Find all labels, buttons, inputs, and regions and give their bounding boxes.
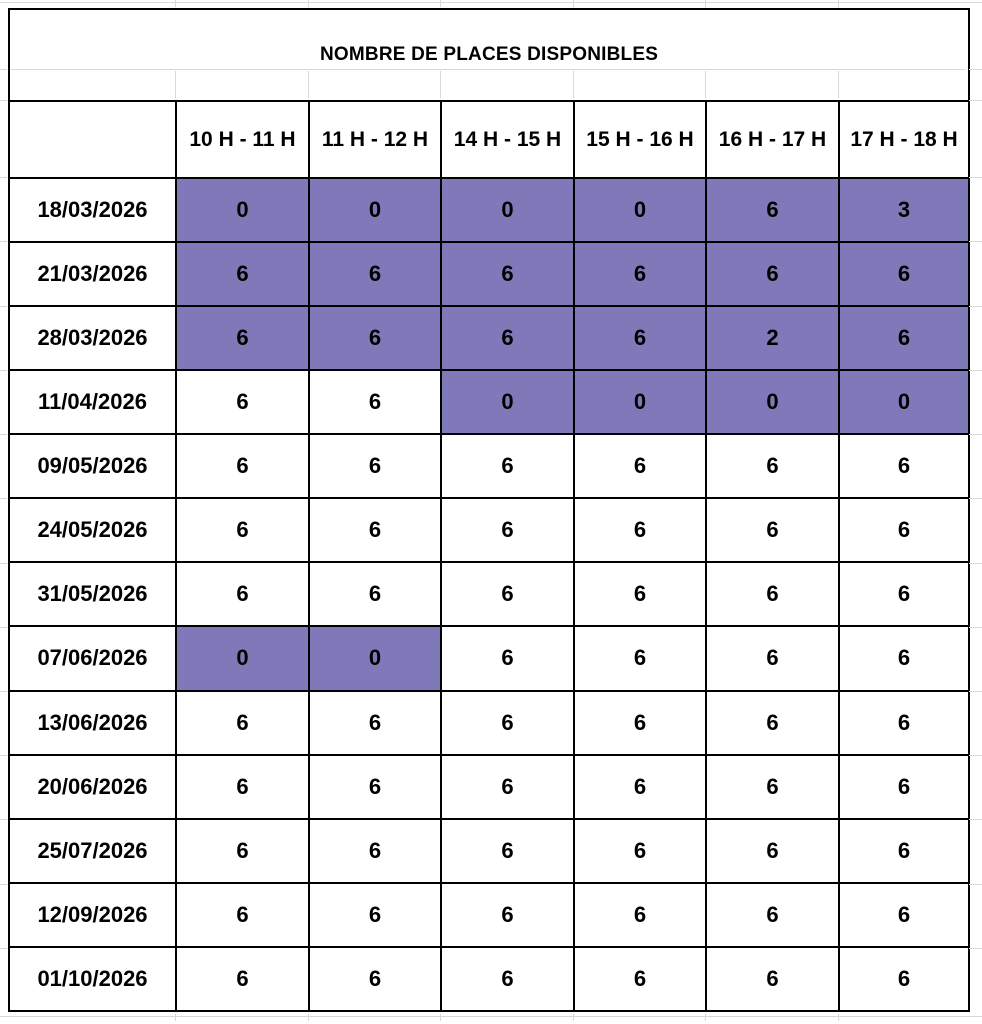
availability-cell[interactable]: 6 xyxy=(176,562,309,626)
availability-cell[interactable]: 6 xyxy=(706,819,839,883)
availability-cell[interactable]: 2 xyxy=(706,306,839,370)
availability-cell[interactable]: 0 xyxy=(309,178,441,242)
availability-cell[interactable]: 6 xyxy=(309,819,441,883)
date-cell[interactable]: 18/03/2026 xyxy=(9,178,176,242)
time-slot-header[interactable]: 17 H - 18 H xyxy=(839,101,969,178)
availability-cell[interactable]: 6 xyxy=(706,434,839,498)
availability-cell[interactable]: 6 xyxy=(176,370,309,434)
gridline xyxy=(0,627,7,628)
gridline xyxy=(573,0,574,7)
availability-cell[interactable]: 6 xyxy=(574,755,706,819)
table-title-cell[interactable]: NOMBRE DE PLACES DISPONIBLES xyxy=(9,9,969,101)
gridline xyxy=(0,948,7,949)
gridline xyxy=(0,241,7,242)
gridline xyxy=(838,71,839,98)
availability-cell[interactable]: 6 xyxy=(574,498,706,562)
availability-cell[interactable]: 6 xyxy=(309,562,441,626)
gridline xyxy=(969,370,982,371)
gridline xyxy=(175,0,176,7)
gridline xyxy=(0,434,7,435)
gridline xyxy=(0,177,7,178)
availability-cell[interactable]: 6 xyxy=(839,498,969,562)
availability-cell[interactable]: 6 xyxy=(309,691,441,755)
date-cell[interactable]: 31/05/2026 xyxy=(9,562,176,626)
availability-cell[interactable]: 6 xyxy=(441,626,574,690)
gridline xyxy=(0,691,7,692)
gridline xyxy=(573,71,574,98)
availability-cell[interactable]: 6 xyxy=(706,626,839,690)
availability-cell[interactable]: 0 xyxy=(176,178,309,242)
gridline xyxy=(11,69,965,70)
date-cell[interactable]: 12/09/2026 xyxy=(9,883,176,947)
gridline xyxy=(969,691,982,692)
availability-cell[interactable]: 6 xyxy=(441,947,574,1011)
availability-cell[interactable]: 6 xyxy=(441,755,574,819)
availability-cell[interactable]: 6 xyxy=(839,819,969,883)
availability-cell[interactable]: 6 xyxy=(176,883,309,947)
availability-cell[interactable]: 6 xyxy=(441,498,574,562)
gridline xyxy=(0,2,982,3)
gridline xyxy=(838,1014,839,1021)
date-cell[interactable]: 20/06/2026 xyxy=(9,755,176,819)
gridline xyxy=(969,69,982,70)
date-cell[interactable]: 09/05/2026 xyxy=(9,434,176,498)
gridline xyxy=(308,0,309,7)
gridline xyxy=(0,1016,982,1017)
availability-cell[interactable]: 6 xyxy=(706,883,839,947)
date-cell[interactable]: 13/06/2026 xyxy=(9,691,176,755)
table-row xyxy=(9,819,969,883)
date-cell[interactable]: 07/06/2026 xyxy=(9,626,176,690)
title-row xyxy=(9,9,969,101)
availability-cell[interactable]: 6 xyxy=(176,306,309,370)
table-row xyxy=(9,178,969,242)
gridline xyxy=(0,100,7,101)
gridline xyxy=(0,498,7,499)
gridline xyxy=(0,370,7,371)
availability-cell[interactable]: 6 xyxy=(574,434,706,498)
availability-cell[interactable]: 6 xyxy=(176,947,309,1011)
gridline xyxy=(838,0,839,7)
availability-cell[interactable]: 6 xyxy=(441,306,574,370)
time-slot-header[interactable]: 16 H - 17 H xyxy=(706,101,839,178)
gridline xyxy=(969,819,982,820)
gridline xyxy=(440,0,441,7)
availability-cell[interactable]: 6 xyxy=(176,691,309,755)
availability-cell[interactable]: 6 xyxy=(706,242,839,306)
availability-cell[interactable]: 6 xyxy=(441,562,574,626)
availability-cell[interactable]: 0 xyxy=(574,178,706,242)
gridline xyxy=(705,71,706,98)
table-row xyxy=(9,562,969,626)
gridline xyxy=(969,755,982,756)
availability-cell[interactable]: 6 xyxy=(574,883,706,947)
gridline xyxy=(969,241,982,242)
availability-cell[interactable]: 6 xyxy=(574,306,706,370)
availability-cell[interactable]: 6 xyxy=(839,755,969,819)
availability-cell[interactable]: 6 xyxy=(309,498,441,562)
date-cell[interactable]: 28/03/2026 xyxy=(9,306,176,370)
availability-cell[interactable]: 0 xyxy=(839,370,969,434)
availability-cell[interactable]: 0 xyxy=(574,370,706,434)
gridline xyxy=(308,71,309,98)
availability-cell[interactable]: 6 xyxy=(309,306,441,370)
availability-cell[interactable]: 6 xyxy=(706,691,839,755)
gridline xyxy=(969,627,982,628)
availability-cell[interactable]: 6 xyxy=(574,819,706,883)
gridline xyxy=(0,755,7,756)
availability-cell[interactable]: 6 xyxy=(706,755,839,819)
availability-cell[interactable]: 6 xyxy=(839,306,969,370)
gridline xyxy=(969,177,982,178)
availability-cell[interactable]: 0 xyxy=(309,626,441,690)
corner-cell[interactable] xyxy=(9,101,176,178)
availability-cell[interactable]: 6 xyxy=(176,819,309,883)
availability-cell[interactable]: 6 xyxy=(839,434,969,498)
gridline xyxy=(0,884,7,885)
table-row xyxy=(9,691,969,755)
table-row xyxy=(9,883,969,947)
availability-cell[interactable]: 6 xyxy=(441,434,574,498)
gridline xyxy=(0,563,7,564)
date-cell[interactable]: 25/07/2026 xyxy=(9,819,176,883)
gridline xyxy=(705,0,706,7)
availability-cell[interactable]: 6 xyxy=(441,691,574,755)
date-cell[interactable]: 11/04/2026 xyxy=(9,370,176,434)
availability-table xyxy=(8,8,970,1012)
gridline xyxy=(969,563,982,564)
gridline xyxy=(969,434,982,435)
availability-cell[interactable]: 0 xyxy=(706,370,839,434)
time-slot-header[interactable]: 10 H - 11 H xyxy=(176,101,309,178)
table-row xyxy=(9,434,969,498)
gridline xyxy=(969,100,982,101)
gridline xyxy=(0,819,7,820)
availability-cell[interactable]: 6 xyxy=(706,947,839,1011)
availability-cell[interactable]: 6 xyxy=(176,755,309,819)
availability-cell[interactable]: 3 xyxy=(839,178,969,242)
availability-cell[interactable]: 6 xyxy=(706,562,839,626)
availability-cell[interactable]: 6 xyxy=(839,562,969,626)
availability-cell[interactable]: 6 xyxy=(839,626,969,690)
gridline xyxy=(0,306,7,307)
gridline xyxy=(573,1014,574,1021)
availability-cell[interactable]: 6 xyxy=(309,370,441,434)
availability-cell[interactable]: 6 xyxy=(176,242,309,306)
table-row xyxy=(9,626,969,690)
availability-cell[interactable]: 6 xyxy=(574,947,706,1011)
time-slot-header[interactable]: 14 H - 15 H xyxy=(441,101,574,178)
availability-cell[interactable]: 6 xyxy=(176,434,309,498)
availability-cell[interactable]: 6 xyxy=(441,242,574,306)
availability-cell[interactable]: 6 xyxy=(839,691,969,755)
table-row xyxy=(9,306,969,370)
table-row xyxy=(9,755,969,819)
availability-cell[interactable]: 6 xyxy=(441,819,574,883)
gridline xyxy=(440,1014,441,1021)
header-row xyxy=(9,101,969,178)
table-row xyxy=(9,370,969,434)
availability-cell[interactable]: 6 xyxy=(574,562,706,626)
table-row xyxy=(9,947,969,1011)
availability-cell[interactable]: 6 xyxy=(574,626,706,690)
availability-cell[interactable]: 0 xyxy=(176,626,309,690)
date-cell[interactable]: 21/03/2026 xyxy=(9,242,176,306)
gridline xyxy=(969,884,982,885)
gridline xyxy=(0,69,7,70)
table-row xyxy=(9,498,969,562)
gridline xyxy=(308,1014,309,1021)
availability-cell[interactable]: 6 xyxy=(839,947,969,1011)
gridline xyxy=(175,71,176,98)
time-slot-header[interactable]: 11 H - 12 H xyxy=(309,101,441,178)
gridline xyxy=(969,498,982,499)
date-cell[interactable]: 01/10/2026 xyxy=(9,947,176,1011)
availability-cell[interactable]: 6 xyxy=(839,883,969,947)
availability-cell[interactable]: 6 xyxy=(309,947,441,1011)
availability-cell[interactable]: 6 xyxy=(706,498,839,562)
gridline xyxy=(969,306,982,307)
gridline xyxy=(175,1014,176,1021)
availability-cell[interactable]: 6 xyxy=(309,883,441,947)
availability-cell[interactable]: 0 xyxy=(441,370,574,434)
availability-cell[interactable]: 6 xyxy=(574,691,706,755)
availability-cell[interactable]: 6 xyxy=(309,434,441,498)
gridline xyxy=(440,71,441,98)
time-slot-header[interactable]: 15 H - 16 H xyxy=(574,101,706,178)
availability-cell[interactable]: 0 xyxy=(441,178,574,242)
availability-cell[interactable]: 6 xyxy=(706,178,839,242)
availability-cell[interactable]: 6 xyxy=(574,242,706,306)
availability-cell[interactable]: 6 xyxy=(839,242,969,306)
availability-cell[interactable]: 6 xyxy=(309,242,441,306)
date-cell[interactable]: 24/05/2026 xyxy=(9,498,176,562)
table-row xyxy=(9,242,969,306)
availability-cell[interactable]: 6 xyxy=(176,498,309,562)
availability-cell[interactable]: 6 xyxy=(309,755,441,819)
availability-cell[interactable]: 6 xyxy=(441,883,574,947)
gridline xyxy=(705,1014,706,1021)
gridline xyxy=(969,948,982,949)
